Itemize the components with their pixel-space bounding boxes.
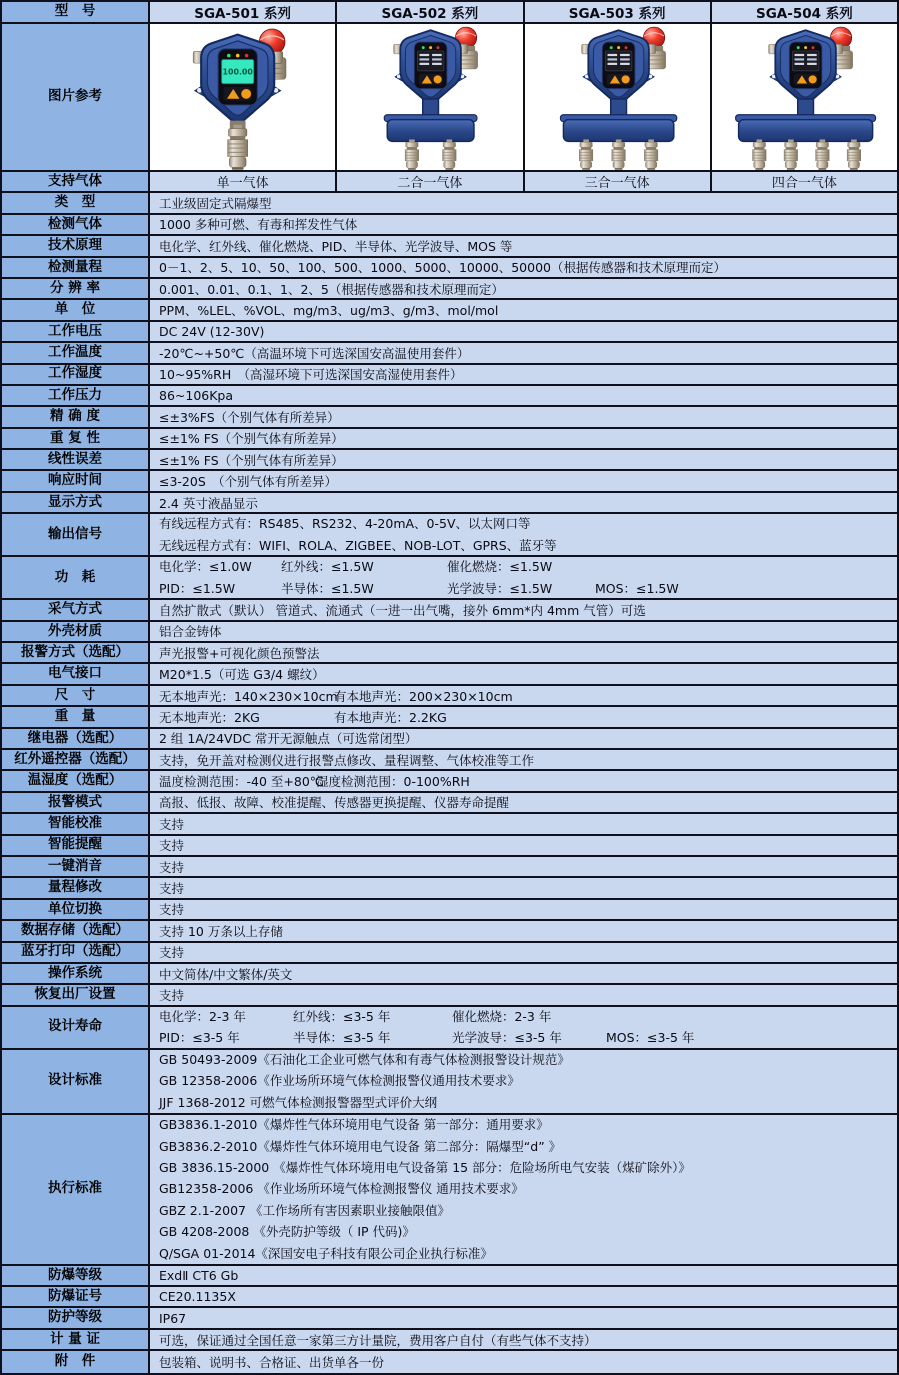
gas-detector-3-sensor-illustration [525, 24, 710, 170]
row-output-signal [2, 514, 897, 557]
row-label: 操作系统 [2, 964, 150, 983]
row-value: 支持 [150, 900, 897, 919]
row-label: 计 量 证 [2, 1330, 150, 1349]
row-work-voltage [2, 322, 897, 343]
row-factory-reset [2, 985, 897, 1006]
row-label: 尺 寸 [2, 686, 150, 705]
wireless-output-line: 无线远程方式有：WIFI、ROLA、ZIGBEE、NOB-LOT、GPRS、蓝牙等 [159, 537, 557, 553]
row-value [150, 1007, 897, 1048]
row-label: 设计标准 [2, 1050, 150, 1113]
row-value: M20*1.5（可选 G3/4 螺纹） [150, 664, 897, 683]
row-accessories [2, 1351, 897, 1372]
row-dimensions [2, 686, 897, 707]
row-value: 自然扩散式（默认） 管道式、流通式（一进一出气嘴，接外 6mm*内 4mm 气管）可选 [150, 600, 897, 619]
row-value: IP67 [150, 1308, 897, 1327]
wired-output-line: 有线远程方式有：RS485、RS232、4-20mA、0-5V、以太网口等 [159, 516, 531, 532]
row-label: 蓝牙打印（选配） [2, 943, 150, 962]
design-life-line-2: PID：≤3-5 年 半导体：≤3-5 年 光学波导：≤3-5 年 MOS：≤3-5 年 [159, 1030, 695, 1046]
row-operating-system [2, 964, 897, 985]
row-value: 无本地声光：2KG 有本地声光：2.2KG [150, 707, 897, 726]
row-value [150, 557, 897, 598]
row-protection-grade [2, 1308, 897, 1329]
row-tech-principle [2, 236, 897, 257]
row-label: 智能校准 [2, 814, 150, 833]
row-unit [2, 300, 897, 321]
supported-gas-row [2, 172, 897, 193]
row-explosion-proof-grade [2, 1266, 897, 1287]
row-design-standards [2, 1050, 897, 1115]
row-detect-range [2, 258, 897, 279]
row-value: PPM、%LEL、%VOL、mg/m3、ug/m3、g/m3、mol/mol [150, 300, 897, 319]
row-label: 图片参考 [2, 24, 150, 170]
row-label: 智能提醒 [2, 836, 150, 855]
gas-count-sga503: 三合一气体 [525, 172, 712, 191]
row-value: 温度检测范围：-40 至+80℃ 湿度检测范围：0-100%RH [150, 771, 897, 790]
row-electrical-port [2, 664, 897, 685]
row-value: 1000 多种可燃、有毒和挥发性气体 [150, 215, 897, 234]
row-value: 中文简体/中文繁体/英文 [150, 964, 897, 983]
row-label: 继电器（选配） [2, 729, 150, 748]
execution-standard-item: GB12358-2006 《作业场所环境气体检测报警仪 通用技术要求》 [159, 1181, 524, 1197]
row-label: 重 复 性 [2, 429, 150, 448]
row-linearity-error [2, 450, 897, 471]
model-header-row [2, 2, 897, 24]
row-execution-standards [2, 1115, 897, 1266]
row-value: ≤±3%FS（个别气体有所差异） [150, 407, 897, 426]
row-type [2, 193, 897, 214]
gas-count-sga501: 单一气体 [150, 172, 337, 191]
row-label: 类 型 [2, 193, 150, 212]
row-value: 支持 [150, 878, 897, 897]
row-label: 支持气体 [2, 172, 150, 191]
execution-standard-item: GB3836.1-2010《爆炸性气体环境用电气设备 第一部分：通用要求》 [159, 1117, 549, 1133]
row-value: 声光报警+可视化颜色预警法 [150, 643, 897, 662]
row-bluetooth-print-optional [2, 943, 897, 964]
row-value: 铝合金铸体 [150, 622, 897, 641]
model-header-sga503: SGA-503 系列 [525, 2, 712, 22]
row-label: 采气方式 [2, 600, 150, 619]
gas-detector-2-sensor-illustration [337, 24, 522, 170]
row-response-time [2, 471, 897, 492]
row-temp-humidity-optional [2, 771, 897, 792]
row-label: 执行标准 [2, 1115, 150, 1264]
row-value: 支持 [150, 943, 897, 962]
row-value [150, 1115, 897, 1264]
row-label: 响应时间 [2, 471, 150, 490]
row-label: 重 量 [2, 707, 150, 726]
execution-standard-item: GB3836.2-2010《爆炸性气体环境用电气设备 第二部分：隔爆型“d” 》 [159, 1138, 562, 1154]
row-value: ≤3-20S （个别气体有所差异） [150, 471, 897, 490]
row-resolution [2, 279, 897, 300]
row-label: 外壳材质 [2, 622, 150, 641]
row-value: 包装箱、说明书、合格证、出货单各一份 [150, 1351, 897, 1372]
row-label: 附 件 [2, 1351, 150, 1372]
row-value: 支持 10 万条以上存储 [150, 921, 897, 940]
row-value: 10~95%RH （高湿环境下可选深国安高湿使用套件） [150, 365, 897, 384]
row-value: 支持 [150, 857, 897, 876]
row-value: DC 24V (12-30V) [150, 322, 897, 341]
design-life-line-1: 电化学：2-3 年 红外线：≤3-5 年 催化燃烧：2-3 年 [159, 1008, 552, 1024]
row-label: 工作湿度 [2, 365, 150, 384]
row-weight [2, 707, 897, 728]
row-shell-material [2, 622, 897, 643]
row-label: 工作压力 [2, 386, 150, 405]
row-label: 数据存储（选配） [2, 921, 150, 940]
row-value: 可选，保证通过全国任意一家第三方计量院，费用客户自付（有些气体不支持） [150, 1330, 897, 1349]
row-alarm-method-optional [2, 643, 897, 664]
execution-standard-item: Q/SGA 01-2014《深国安电子科技有限公司企业执行标准》 [159, 1245, 493, 1261]
row-label: 红外遥控器（选配） [2, 750, 150, 769]
row-value: CE20.1135X [150, 1287, 897, 1306]
row-label: 精 确 度 [2, 407, 150, 426]
execution-standard-item: GB 4208-2008 《外壳防护等级（ IP 代码)》 [159, 1224, 415, 1240]
row-label: 一键消音 [2, 857, 150, 876]
row-label: 量程修改 [2, 878, 150, 897]
gas-count-sga504: 四合一气体 [771, 176, 837, 192]
gas-detector-4-sensor-illustration [712, 24, 897, 170]
row-range-modify [2, 878, 897, 899]
row-value: 支持 [150, 814, 897, 833]
row-value: 高报、低报、故障、校准提醒、传感器更换提醒、仪器寿命提醒 [150, 793, 897, 812]
gas-detector-1-sensor-illustration [150, 24, 335, 170]
row-label: 检测气体 [2, 215, 150, 234]
row-relay-optional [2, 729, 897, 750]
row-label: 设计寿命 [2, 1007, 150, 1048]
row-design-life [2, 1007, 897, 1050]
row-work-pressure [2, 386, 897, 407]
row-smart-calibration [2, 814, 897, 835]
row-label: 输出信号 [2, 514, 150, 555]
row-unit-switch [2, 900, 897, 921]
row-value: 86~106Kpa [150, 386, 897, 405]
device-image-sga503 [525, 24, 712, 170]
row-value: 2 组 1A/24VDC 常开无源触点（可选常闭型） [150, 729, 897, 748]
row-value [150, 1050, 897, 1113]
row-alarm-modes [2, 793, 897, 814]
row-power-consumption [2, 557, 897, 600]
row-repeatability [2, 429, 897, 450]
row-display-mode [2, 493, 897, 514]
row-label: 线性误差 [2, 450, 150, 469]
power-line-1: 电化学：≤1.0W 红外线：≤1.5W 催化燃烧：≤1.5W [159, 559, 553, 575]
device-image-sga502 [337, 24, 524, 170]
row-value: ExdⅡ CT6 Gb [150, 1266, 897, 1285]
row-value: 工业级固定式隔爆型 [150, 193, 897, 212]
power-line-2: PID：≤1.5W 半导体：≤1.5W 光学波导：≤1.5W MOS：≤1.5W [159, 580, 679, 596]
device-image-sga501 [150, 24, 337, 170]
row-label: 工作温度 [2, 343, 150, 362]
row-value: 0.001、0.01、0.1、1、2、5（根据传感器和技术原理而定） [150, 279, 897, 298]
model-header-sga501: SGA-501 系列 [150, 2, 337, 22]
row-label: 防护等级 [2, 1308, 150, 1327]
row-explosion-proof-cert [2, 1287, 897, 1308]
row-value [150, 514, 897, 555]
row-data-storage-optional [2, 921, 897, 942]
row-smart-reminder [2, 836, 897, 857]
row-label: 功 耗 [2, 557, 150, 598]
row-label: 报警模式 [2, 793, 150, 812]
row-label: 技术原理 [2, 236, 150, 255]
row-label: 报警方式（选配） [2, 643, 150, 662]
gas-count-sga502: 二合一气体 [337, 172, 524, 191]
row-value: 支持 [150, 836, 897, 855]
row-work-temperature [2, 343, 897, 364]
row-label: 单 位 [2, 300, 150, 319]
row-label: 电气接口 [2, 664, 150, 683]
row-value: 支持，免开盖对检测仪进行报警点修改、量程调整、气体校准等工作 [150, 750, 897, 769]
row-label: 温湿度（选配） [2, 771, 150, 790]
row-sampling-method [2, 600, 897, 621]
row-label: 工作电压 [2, 322, 150, 341]
lcd-reading: 100.00 [222, 67, 253, 77]
execution-standard-item: GB 3836.15-2000 《爆炸性气体环境用电气设备第 15 部分：危险场所电气安装（煤矿除外）》 [159, 1160, 691, 1176]
row-metering-certificate [2, 1330, 897, 1351]
row-value: ≤±1% FS（个别气体有所差异） [150, 450, 897, 469]
row-label: 恢复出厂设置 [2, 985, 150, 1004]
header-label: 型 号 [2, 2, 150, 22]
device-image-sga504 [712, 24, 897, 170]
row-label: 防爆证号 [2, 1287, 150, 1306]
row-label: 检测量程 [2, 258, 150, 277]
row-ir-remote-optional [2, 750, 897, 771]
row-label: 显示方式 [2, 493, 150, 512]
row-detect-gas [2, 215, 897, 236]
execution-standard-item: GBZ 2.1-2007 《工作场所有害因素职业接触限值》 [159, 1202, 450, 1218]
row-value: 支持 [150, 985, 897, 1004]
design-standard-item: GB 12358-2006《作业场所环境气体检测报警仪通用技术要求》 [159, 1073, 520, 1089]
row-value: 2.4 英寸液晶显示 [150, 493, 897, 512]
design-standard-item: JJF 1368-2012 可燃气体检测报警器型式评价大纲 [159, 1094, 438, 1110]
row-value: -20℃~+50℃（高温环境下可选深国安高温使用套件） [150, 343, 897, 362]
row-label: 分 辨 率 [2, 279, 150, 298]
model-header-sga502: SGA-502 系列 [337, 2, 524, 22]
row-value: ≤±1% FS（个别气体有所差异） [150, 429, 897, 448]
row-label: 防爆等级 [2, 1266, 150, 1285]
row-value: 无本地声光：140×230×10cm 有本地声光：200×230×10cm [150, 686, 897, 705]
row-one-key-mute [2, 857, 897, 878]
row-label: 单位切换 [2, 900, 150, 919]
row-value: 电化学、红外线、催化燃烧、PID、半导体、光学波导、MOS 等 [150, 236, 897, 255]
row-work-humidity [2, 365, 897, 386]
design-standard-item: GB 50493-2009《石油化工企业可燃气体和有毒气体检测报警设计规范》 [159, 1052, 570, 1068]
model-header-sga504: SGA-504 系列 [756, 6, 853, 22]
row-value: 0－1、2、5、10、50、100、500、1000、5000、10000、50000（根据传感器和技术原理而定） [150, 258, 897, 277]
row-accuracy [2, 407, 897, 428]
product-image-row [2, 24, 897, 172]
